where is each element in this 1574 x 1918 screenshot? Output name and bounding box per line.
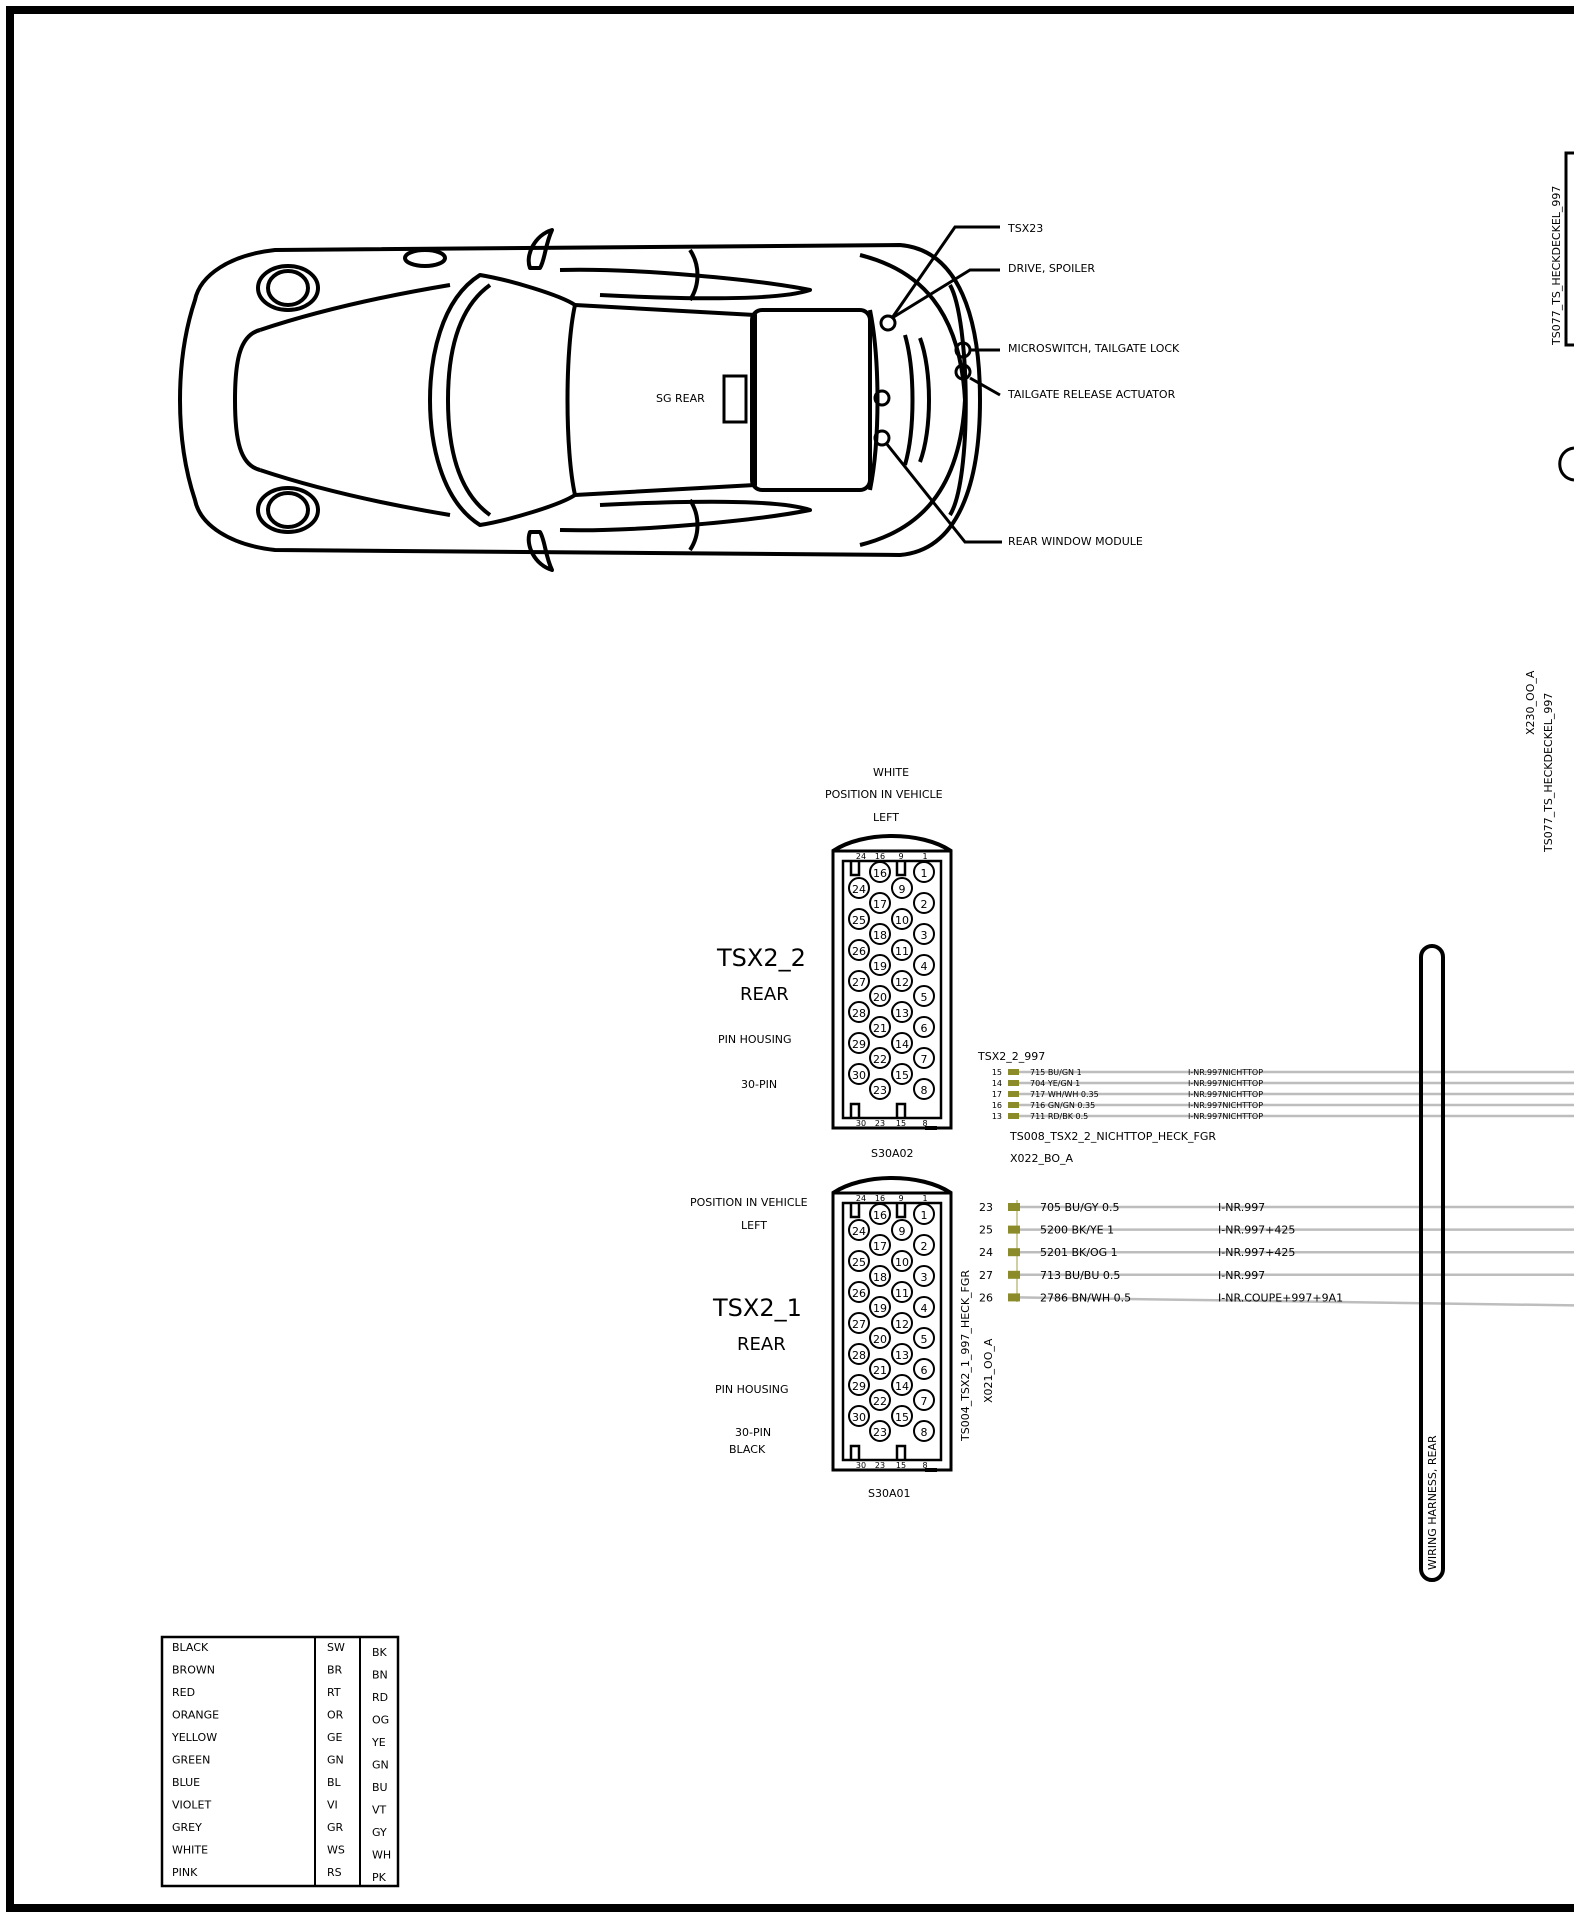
lower-wire-code: 713 BU/BU 0.5 <box>1040 1268 1121 1282</box>
legend-de-code: OR <box>327 1708 344 1722</box>
pin-number: 2 <box>920 1240 928 1253</box>
legend-color-name: BLUE <box>172 1776 201 1789</box>
legend-en-code: WH <box>372 1848 392 1862</box>
pin-number: 15 <box>895 1411 909 1424</box>
pin-number: 19 <box>873 1302 887 1315</box>
upper-wire-code: 704 YE/GN 1 <box>1030 1079 1081 1088</box>
lower-wire-code: 705 BU/GY 0.5 <box>1040 1201 1120 1214</box>
upper-wire-code: 716 GN/GN 0.35 <box>1030 1101 1096 1110</box>
pin-number: 3 <box>920 1271 928 1284</box>
pin-number: 19 <box>873 960 887 973</box>
legend-en-code: BU <box>372 1781 388 1794</box>
legend-en-code: GY <box>372 1826 387 1839</box>
connector-notch <box>897 1203 905 1217</box>
pin-index-top: 9 <box>898 852 904 861</box>
pin-number: 25 <box>852 1256 866 1269</box>
pin-number: 5 <box>920 991 928 1004</box>
pin-number: 16 <box>873 1209 887 1222</box>
pin-number: 8 <box>920 1426 928 1439</box>
car-top-view <box>180 230 980 570</box>
pin-index-top: 1 <box>922 852 928 861</box>
lower-wire-code: 5201 BK/OG 1 <box>1040 1246 1118 1260</box>
pin-number: 24 <box>852 883 866 896</box>
pin-number: 17 <box>873 898 887 911</box>
legend-de-code: GR <box>327 1821 344 1834</box>
pin-number: 14 <box>895 1038 909 1051</box>
upper-connector-body <box>833 836 951 1128</box>
pin-number: 20 <box>873 991 887 1004</box>
legend-en-code: RD <box>372 1691 389 1704</box>
lower-wire-pin: 25 <box>979 1223 993 1237</box>
lower-wire-note: I-NR.997 <box>1218 1201 1266 1214</box>
pin-number: 28 <box>852 1349 866 1362</box>
legend-de-code: VI <box>327 1798 338 1812</box>
upper-ts-label: TS008_TSX2_2_NICHTTOP_HECK_FGR <box>1010 1130 1217 1143</box>
lower-wire-code: 5200 BK/YE 1 <box>1040 1223 1115 1237</box>
pin-number: 11 <box>895 1287 909 1300</box>
upper-wire-note: I-NR.997NICHTTOP <box>1188 1101 1264 1110</box>
upper-wire-terminal <box>1008 1102 1019 1108</box>
upper-wire-terminal <box>1008 1113 1019 1119</box>
pin-number: 1 <box>920 867 928 880</box>
pin-number: 7 <box>920 1053 928 1066</box>
pin-index-top: 1 <box>922 1194 928 1203</box>
pin-number: 25 <box>852 914 866 927</box>
right-edge-bracket <box>1566 153 1574 345</box>
upper-harness-name: TSX2_2_997 <box>978 1050 1046 1063</box>
pin-number: 27 <box>852 976 866 989</box>
pin-number: 30 <box>852 1069 866 1082</box>
legend-en-code: YE <box>372 1736 386 1749</box>
upper-wire-pin: 14 <box>991 1079 1002 1088</box>
pin-number: 6 <box>920 1364 928 1377</box>
pin-number: 5 <box>920 1333 928 1346</box>
legend-color-name: ORANGE <box>172 1708 220 1722</box>
pin-index-bottom: 30 <box>855 1461 867 1470</box>
pin-number: 3 <box>920 929 928 942</box>
pin-number: 2 <box>920 898 928 911</box>
upper-position-label: POSITION IN VEHICLE <box>825 788 943 801</box>
legend-color-name: WHITE <box>172 1843 209 1857</box>
pin-number: 24 <box>852 1225 866 1238</box>
pin-number: 1 <box>920 1209 928 1222</box>
upper-wire-note: I-NR.997NICHTTOP <box>1188 1112 1264 1121</box>
pin-number: 9 <box>898 1225 906 1238</box>
pin-index-bottom: 8 <box>922 1119 928 1128</box>
upper-wire-note: I-NR.997NICHTTOP <box>1188 1068 1264 1077</box>
legend-de-code: BL <box>327 1776 341 1789</box>
pin-number: 8 <box>920 1084 928 1097</box>
pin-number: 26 <box>852 1287 866 1300</box>
legend-en-code: VT <box>372 1803 387 1817</box>
pin-number: 16 <box>873 867 887 880</box>
connector-notch <box>897 861 905 875</box>
upper-wire-terminal <box>1008 1069 1019 1075</box>
legend-en-code: GN <box>372 1758 389 1772</box>
pin-number: 30 <box>852 1411 866 1424</box>
legend-color-name: BROWN <box>172 1663 215 1677</box>
lower-wire-terminal <box>1008 1203 1020 1211</box>
upper-name: TSX2_2 <box>717 944 806 972</box>
legend-color-name: GREEN <box>172 1753 211 1767</box>
legend-color-name: VIOLET <box>172 1798 212 1812</box>
legend-color-name: RED <box>172 1686 196 1699</box>
pin-index-bottom: 23 <box>874 1461 886 1470</box>
pin-number: 20 <box>873 1333 887 1346</box>
lower-wire-pin: 23 <box>979 1201 993 1214</box>
connector-notch <box>851 1104 859 1118</box>
lower-wire-pin: 24 <box>979 1246 993 1260</box>
upper-location: REAR <box>740 984 789 1005</box>
callout-microswitch: MICROSWITCH, TAILGATE LOCK <box>1008 342 1180 355</box>
upper-wire-pin: 15 <box>991 1068 1002 1077</box>
pin-number: 18 <box>873 929 887 942</box>
lower-x-label: X021_OO_A <box>982 1338 995 1403</box>
pin-number: 15 <box>895 1069 909 1082</box>
pin-number: 14 <box>895 1380 909 1393</box>
legend-de-code: SW <box>327 1641 345 1654</box>
pin-number: 13 <box>895 1349 909 1362</box>
right-edge-heckdeckel-top: TS077_TS_HECKDECKEL_997 <box>1550 185 1563 345</box>
pin-index-top: 16 <box>874 1194 886 1203</box>
legend-en-code: BN <box>372 1668 388 1682</box>
sg-rear-module <box>724 376 746 422</box>
pin-index-bottom: 30 <box>855 1119 867 1128</box>
lower-wire-pin: 27 <box>979 1268 993 1282</box>
upper-part: S30A02 <box>871 1147 914 1160</box>
pin-number: 29 <box>852 1038 866 1051</box>
lower-housing: PIN HOUSING <box>715 1383 789 1396</box>
upper-wire-terminal <box>1008 1080 1019 1086</box>
pin-index-top: 24 <box>855 1194 867 1203</box>
pin-number: 26 <box>852 945 866 958</box>
upper-side-label: LEFT <box>873 811 899 824</box>
lower-wire-note: I-NR.997+425 <box>1218 1246 1296 1260</box>
pin-number: 18 <box>873 1271 887 1284</box>
pin-number: 4 <box>920 960 928 973</box>
lower-wire-pin: 26 <box>979 1291 993 1305</box>
lower-side-label: LEFT <box>741 1219 767 1232</box>
legend-de-code: WS <box>327 1843 345 1857</box>
lower-wire-terminal <box>1008 1271 1020 1279</box>
pin-number: 27 <box>852 1318 866 1331</box>
connector-notch <box>851 861 859 875</box>
pin-number: 17 <box>873 1240 887 1253</box>
upper-wire-pin: 17 <box>991 1090 1002 1099</box>
legend-de-code: RT <box>327 1686 341 1699</box>
legend-en-code: BK <box>372 1646 387 1659</box>
upper-housing: PIN HOUSING <box>718 1033 792 1046</box>
connector-notch <box>897 1446 905 1460</box>
upper-wire-code: 715 BU/GN 1 <box>1030 1068 1082 1077</box>
pin-number: 7 <box>920 1395 928 1408</box>
lower-wire-terminal <box>1008 1248 1020 1256</box>
legend-color-name: YELLOW <box>172 1731 218 1744</box>
callout-rear-window: REAR WINDOW MODULE <box>1008 535 1143 548</box>
callout-drive-spoiler: DRIVE, SPOILER <box>1008 262 1096 275</box>
upper-wire-pin: 13 <box>991 1112 1002 1121</box>
upper-wire-note: I-NR.997NICHTTOP <box>1188 1090 1264 1099</box>
lower-wire-note: I-NR.COUPE+997+9A1 <box>1218 1291 1344 1305</box>
pin-number: 11 <box>895 945 909 958</box>
callout-tsx23: TSX23 <box>1008 222 1044 235</box>
pin-index-top: 16 <box>874 852 886 861</box>
wiring-harness-label: WIRING HARNESS, REAR <box>1426 1435 1439 1570</box>
lower-pins-label: 30-PIN <box>735 1426 772 1439</box>
right-edge-x230: X230_OO_A <box>1524 670 1537 735</box>
pin-number: 29 <box>852 1380 866 1393</box>
upper-x-label: X022_BO_A <box>1010 1152 1074 1165</box>
legend-de-code: RS <box>327 1866 342 1879</box>
connector-cap <box>833 1178 951 1193</box>
legend-color-name: GREY <box>172 1821 202 1834</box>
pin-number: 23 <box>873 1084 887 1097</box>
pin-number: 23 <box>873 1426 887 1439</box>
lower-wire-group <box>979 1200 1574 1305</box>
upper-pins-label: 30-PIN <box>741 1078 778 1091</box>
pin-number: 10 <box>895 1256 909 1269</box>
connector-notch <box>897 1104 905 1118</box>
legend-en-code: PK <box>372 1871 386 1884</box>
pin-number: 22 <box>873 1053 887 1066</box>
upper-wire-pin: 16 <box>991 1101 1002 1110</box>
lower-wire-code: 2786 BN/WH 0.5 <box>1040 1291 1132 1305</box>
pin-number: 21 <box>873 1364 887 1377</box>
upper-wire-note: I-NR.997NICHTTOP <box>1188 1079 1264 1088</box>
pin-number: 13 <box>895 1007 909 1020</box>
color-legend <box>162 1637 398 1886</box>
legend-color-name: PINK <box>172 1866 198 1879</box>
pin-index-bottom: 15 <box>895 1119 907 1128</box>
pin-index-bottom: 15 <box>895 1461 907 1470</box>
upper-wire-terminal <box>1008 1091 1019 1097</box>
pin-number: 21 <box>873 1022 887 1035</box>
upper-wire-code: 711 RD/BK 0.5 <box>1030 1112 1089 1121</box>
pin-number: 12 <box>895 1318 909 1331</box>
right-edge-arc <box>1560 448 1574 480</box>
pin-index-top: 24 <box>855 852 867 861</box>
legend-en-code: OG <box>372 1713 390 1727</box>
legend-de-code: GN <box>327 1753 344 1767</box>
legend-de-code: BR <box>327 1663 343 1677</box>
lower-location: REAR <box>737 1334 786 1355</box>
lower-color-label: BLACK <box>729 1443 766 1456</box>
pin-number: 4 <box>920 1302 928 1315</box>
lower-connector-body <box>833 1178 951 1470</box>
connector-notch <box>851 1446 859 1460</box>
pin-index-bottom: 8 <box>922 1461 928 1470</box>
right-edge-heckdeckel-mid: TS077_TS_HECKDECKEL_997 <box>1542 692 1555 852</box>
lower-ts-label: TS004_TSX2_1_997_HECK_FGR <box>959 1269 972 1441</box>
lower-wire-terminal <box>1008 1226 1020 1234</box>
connector-cap <box>833 836 951 851</box>
upper-wire-group <box>992 1068 1574 1121</box>
lower-part: S30A01 <box>868 1487 911 1500</box>
connector-notch <box>851 1203 859 1217</box>
lower-wire-note: I-NR.997 <box>1218 1268 1266 1282</box>
pin-index-bottom: 23 <box>874 1119 886 1128</box>
pin-number: 9 <box>898 883 906 896</box>
sg-rear-label: SG REAR <box>656 392 705 405</box>
legend-color-name: BLACK <box>172 1641 209 1654</box>
callout-release-actuator: TAILGATE RELEASE ACTUATOR <box>1008 388 1176 401</box>
pin-number: 22 <box>873 1395 887 1408</box>
pin-number: 10 <box>895 914 909 927</box>
pin-number: 12 <box>895 976 909 989</box>
lower-position-label: POSITION IN VEHICLE <box>690 1196 808 1209</box>
pin-number: 6 <box>920 1022 928 1035</box>
pin-number: 28 <box>852 1007 866 1020</box>
upper-color-label: WHITE <box>873 766 910 779</box>
pin-index-top: 9 <box>898 1194 904 1203</box>
legend-de-code: GE <box>327 1731 343 1744</box>
upper-wire-code: 717 WH/WH 0.35 <box>1030 1090 1099 1099</box>
lower-wire-terminal <box>1008 1293 1020 1301</box>
lower-name: TSX2_1 <box>713 1294 802 1322</box>
lower-wire-note: I-NR.997+425 <box>1218 1223 1296 1237</box>
